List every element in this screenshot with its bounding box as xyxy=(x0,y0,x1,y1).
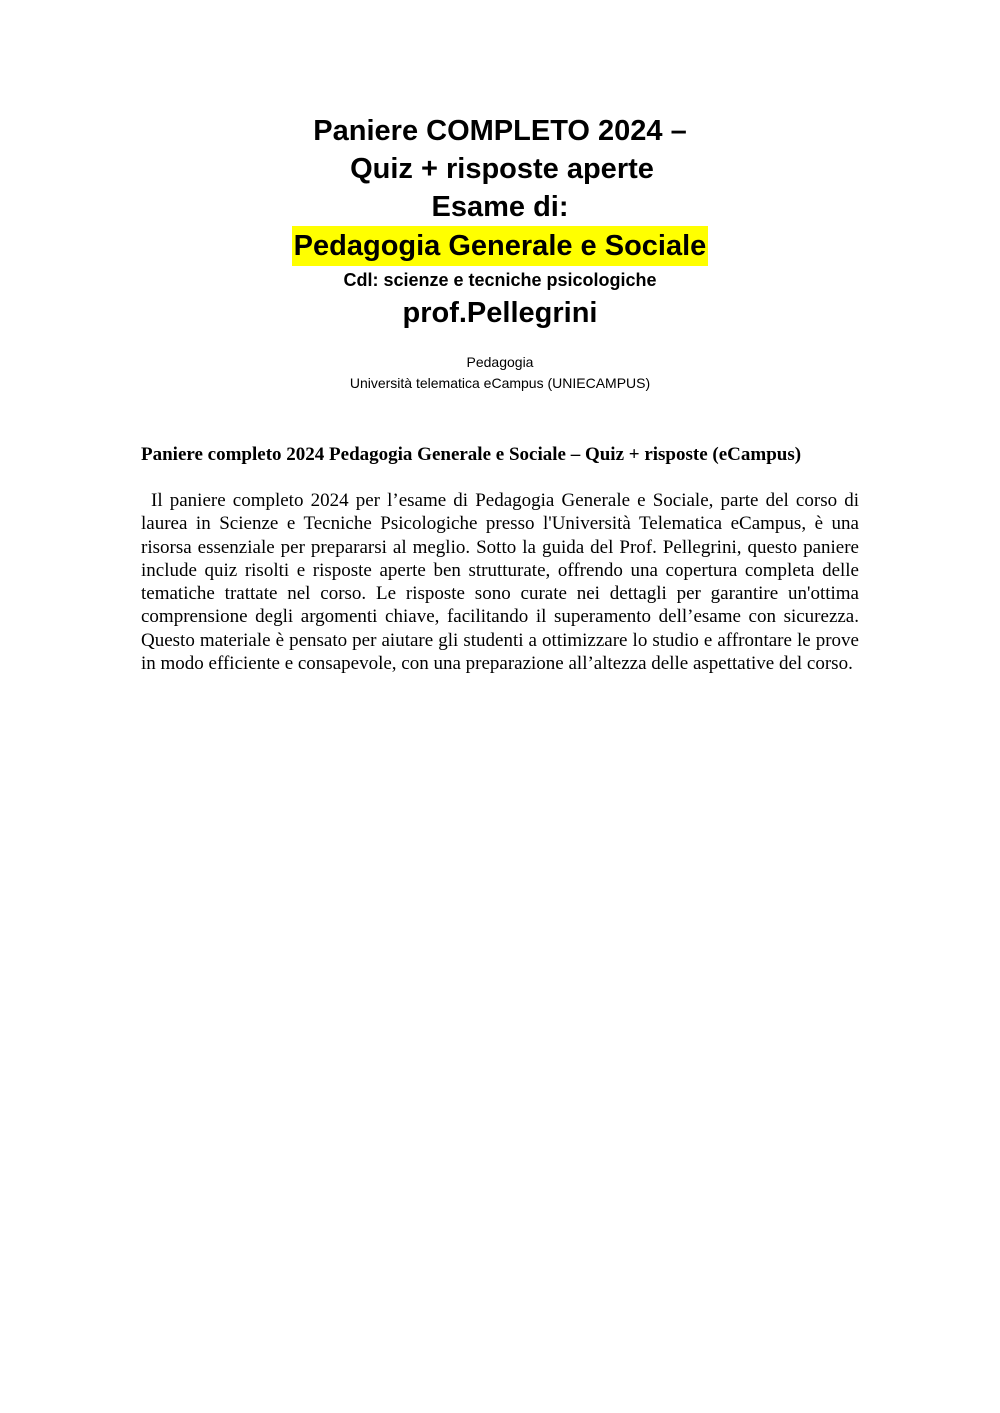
article-body-paragraph: Il paniere completo 2024 per l’esame di Pedagogia Generale e Sociale, parte del corso di laurea in Scienze e Tecniche Psicologiche presso l'Università Telematica eCampus, è una risorsa essenziale per prepararsi al meglio. Sotto la guida del Prof. Pellegrini, questo paniere include quiz risolti e risposte aperte ben strutturate, offrendo una copertura completa delle tematiche trattate nel corso. Le risposte sono curate nei dettagli per garantire un'ottima comprensione degli argomenti chiave, facilitando il superamento dell’esame con sicurezza. Questo materiale è pensato per aiutare gli studenti a ottimizzare lo studio e affrontare le prove in modo efficiente e consapevole, con una preparazione all’altezza delle aspettative del corso. xyxy=(141,490,859,675)
subject-title-highlighted: Pedagogia Generale e Sociale xyxy=(292,226,709,266)
title-line-3: Esame di: xyxy=(431,191,569,223)
university-label: Università telematica eCampus (UNIECAMPUS) xyxy=(349,375,651,391)
meta-block xyxy=(0,352,1000,394)
title-block xyxy=(0,112,1000,332)
title-line-2: Quiz + risposte aperte xyxy=(350,153,654,185)
course-degree-line: Cdl: scienze e tecniche psicologiche xyxy=(343,270,657,290)
title-line-1: Paniere COMPLETO 2024 – xyxy=(313,115,687,147)
article-heading: Paniere completo 2024 Pedagogia Generale e Sociale – Quiz + risposte (eCampus) xyxy=(141,444,802,465)
professor-name: prof.Pellegrini xyxy=(402,297,598,329)
category-label: Pedagogia xyxy=(466,354,534,370)
